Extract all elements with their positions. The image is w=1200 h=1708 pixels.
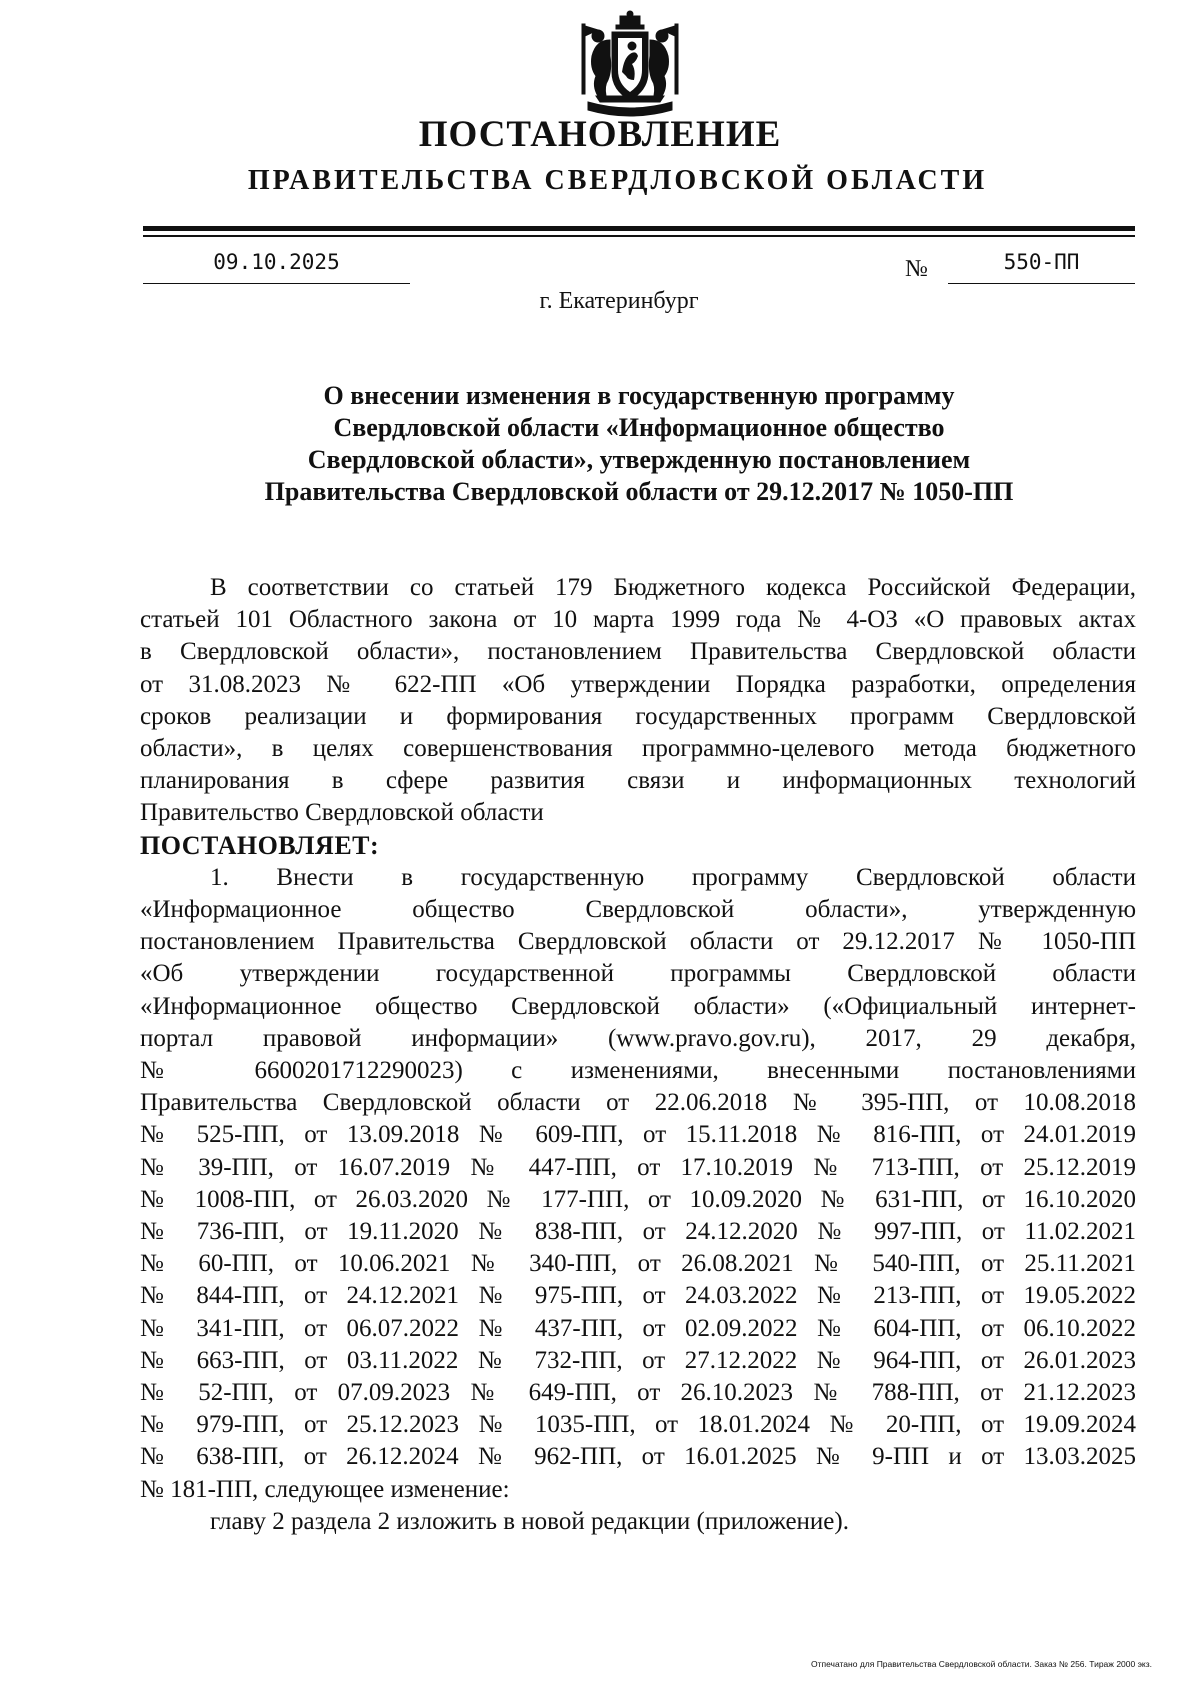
body-line: в Свердловской области», постановлением Правительства Свердловской области xyxy=(140,638,1136,666)
document-date: 09.10.2025 xyxy=(143,245,410,284)
body-line: № 1008-ПП, от 26.03.2020 № 177-ПП, от 10.09.2020 № 631-ПП, от 16.10.2020 xyxy=(140,1185,1136,1213)
coat-of-arms-icon xyxy=(574,10,686,122)
body-line: № 52-ПП, от 07.09.2023 № 649-ПП, от 26.10.2023 № 788-ПП, от 21.12.2023 xyxy=(140,1379,1136,1407)
body-line: № 181-ПП, следующее изменение: xyxy=(140,1475,510,1503)
document-type-heading: ПОСТАНОВЛЕНИЕ xyxy=(418,114,782,155)
body-line: от 31.08.2023 № 622-ПП «Об утверждении Порядка разработки, определения xyxy=(140,670,1136,698)
body-line: «Об утверждении государственной программы Свердловской области xyxy=(140,960,1136,988)
body-line: статьей 101 Областного закона от 10 марта 1999 года № 4-ОЗ «О правовых актах xyxy=(140,606,1136,634)
body-line: портал правовой информации» (www.pravo.gov.ru), 2017, 29 декабря, xyxy=(140,1024,1136,1052)
document-number: 550-ПП xyxy=(948,245,1135,284)
body-line: Правительства Свердловской области от 22.06.2018 № 395-ПП, от 10.08.2018 xyxy=(140,1089,1136,1117)
body-line: № 525-ПП, от 13.09.2018 № 609-ПП, от 15.11.2018 № 816-ПП, от 24.01.2019 xyxy=(140,1121,1136,1149)
body-line: главу 2 раздела 2 изложить в новой редакции (приложение). xyxy=(210,1507,849,1535)
body-line: Правительство Свердловской области xyxy=(140,799,544,827)
body-line: сроков реализации и формирования государственных программ Свердловской xyxy=(140,702,1136,730)
body-line: 1. Внести в государственную программу Свердловской области xyxy=(210,863,1136,891)
body-line: № 979-ПП, от 25.12.2023 № 1035-ПП, от 18.01.2024 № 20-ПП, от 19.09.2024 xyxy=(140,1411,1136,1439)
body-line: № 60-ПП, от 10.06.2021 № 340-ПП, от 26.08.2021 № 540-ПП, от 25.11.2021 xyxy=(140,1250,1136,1278)
body-line: № 663-ПП, от 03.11.2022 № 732-ПП, от 27.12.2022 № 964-ПП, от 26.01.2023 xyxy=(140,1346,1136,1374)
body-line: планирования в сфере развития связи и информационных технологий xyxy=(140,767,1136,795)
body-line: № 736-ПП, от 19.11.2020 № 838-ПП, от 24.12.2020 № 997-ПП, от 11.02.2021 xyxy=(140,1218,1136,1246)
decree-word: ПОСТАНОВЛЯЕТ: xyxy=(140,830,380,860)
number-sign: № xyxy=(905,256,928,282)
title-line: Правительства Свердловской области от 29.12.2017 № 1050-ПП xyxy=(264,477,1014,506)
print-footer: Отпечатано для Правительства Свердловской области. Заказ № 256. Тираж 2000 экз. xyxy=(810,1659,1152,1669)
body-line: № 341-ПП, от 06.07.2022 № 437-ПП, от 02.09.2022 № 604-ПП, от 06.10.2022 xyxy=(140,1314,1136,1342)
title-line: О внесении изменения в государственную программу xyxy=(323,381,955,410)
issuing-authority-heading: ПРАВИТЕЛЬСТВА СВЕРДЛОВСКОЙ ОБЛАСТИ xyxy=(247,165,988,196)
document-body xyxy=(140,572,1136,1538)
body-line: № 39-ПП, от 16.07.2019 № 447-ПП, от 17.10.2019 № 713-ПП, от 25.12.2019 xyxy=(140,1153,1136,1181)
body-line: В соответствии со статьей 179 Бюджетного кодекса Российской Федерации, xyxy=(210,574,1136,601)
body-line: № 6600201712290023) с изменениями, внесенными постановлениями xyxy=(140,1057,1136,1085)
header-rule-thick xyxy=(143,226,1135,231)
document-title xyxy=(143,380,1135,508)
title-line: Свердловской области «Информационное общество xyxy=(333,413,945,442)
body-line: № 638-ПП, от 26.12.2024 № 962-ПП, от 16.01.2025 № 9-ПП и от 13.03.2025 xyxy=(140,1443,1136,1471)
title-line: Свердловской области», утвержденную постановлением xyxy=(307,445,971,474)
header-rule-thin xyxy=(143,235,1135,237)
body-line: № 844-ПП, от 24.12.2021 № 975-ПП, от 24.03.2022 № 213-ПП, от 19.05.2022 xyxy=(140,1282,1136,1310)
body-line: постановлением Правительства Свердловской области от 29.12.2017 № 1050-ПП xyxy=(140,928,1136,956)
body-line: «Информационное общество Свердловской области» («Официальный интернет- xyxy=(140,992,1136,1020)
document-city: г. Екатеринбург xyxy=(539,288,699,314)
body-line: «Информационное общество Свердловской области», утвержденную xyxy=(140,896,1136,924)
body-line: области», в целях совершенствования программно-целевого метода бюджетного xyxy=(140,735,1136,763)
